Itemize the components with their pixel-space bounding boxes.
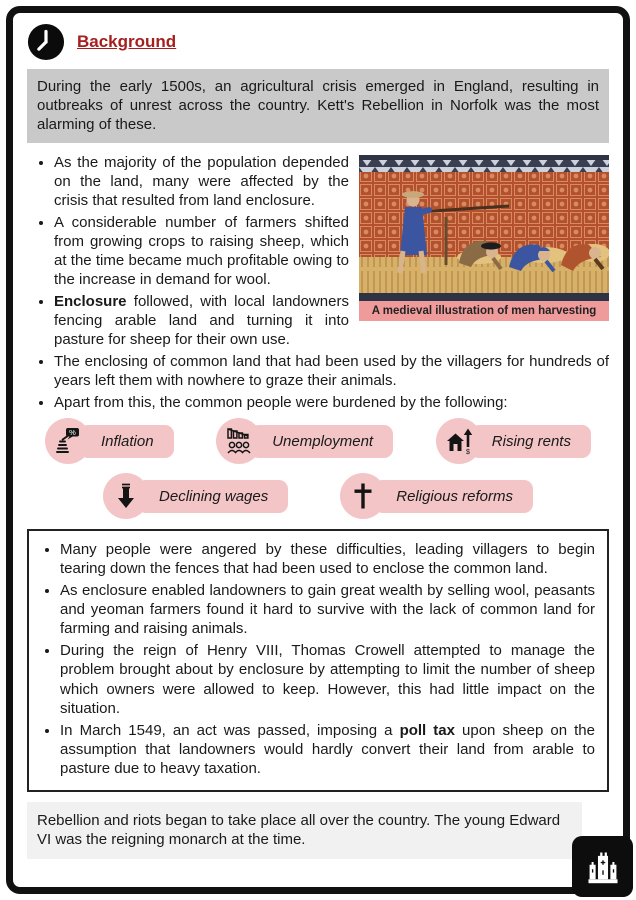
list-item: • The enclosing of common land that had been used by the villagers for hundreds of years left them with nowhere to graze their animals. — [54, 352, 609, 390]
worksheet-page — [6, 6, 630, 894]
burden-label: Religious reforms — [374, 480, 533, 513]
burden-label: Inflation — [79, 425, 174, 458]
castle-icon — [584, 848, 622, 886]
rising-rents-icon — [436, 418, 482, 464]
inflation-icon — [45, 418, 91, 464]
burdens-row-1 — [25, 418, 611, 464]
list-item: • As enclosure enabled landowners to gain great wealth by selling wool, peasants and yeoman farmers found it hard to survive with the lack of common land for farming and raising animals. — [60, 581, 595, 638]
declining-wages-icon — [103, 473, 149, 519]
list-item: • During the reign of Henry VIII, Thomas Crowell attempted to manage the problem brought about by enclosure by attempting to limit the number of sheep which owners were allowed to keep. However, this had little impact on the situation. — [60, 641, 595, 717]
detail-bullet-list — [33, 540, 595, 778]
burdens-row-2 — [25, 473, 611, 519]
header — [27, 23, 611, 61]
burden-religious-reforms — [340, 473, 533, 519]
list-item: • As the majority of the population depended on the land, many were affected by the crisis that resulted from land enclosure. — [54, 153, 609, 210]
list-item: • Apart from this, the common people were burdened by the following: — [54, 393, 609, 412]
burden-inflation — [45, 418, 174, 464]
burden-declining-wages — [103, 473, 288, 519]
svg-text:$: $ — [465, 449, 470, 457]
svg-text:%: % — [69, 427, 76, 437]
page-title: Background — [77, 32, 177, 51]
detail-box — [27, 529, 609, 792]
burden-label: Declining wages — [137, 480, 288, 513]
burdens-section — [25, 418, 611, 519]
burden-label: Rising rents — [470, 425, 591, 458]
medieval-illustration-figure — [359, 155, 609, 321]
medieval-illustration — [359, 155, 609, 301]
top-section — [27, 153, 609, 413]
intro-box: During the early 1500s, an agricultural crisis emerged in England, resulting in outbreaks of unrest across the country. Kett's Rebellion in Norfolk was the most alarming of these. — [27, 69, 609, 143]
clock-icon — [27, 23, 65, 61]
burden-unemployment — [216, 418, 393, 464]
footer-note: Rebellion and riots began to take place all over the country. The young Edward VI was the reigning monarch at the time. — [27, 802, 582, 859]
list-item: • In March 1549, an act was passed, imposing a poll tax upon sheep on the assumption that landowners would hardly convert their land from arable to pasture due to heavy taxation. — [60, 721, 595, 778]
list-item: • A considerable number of farmers shifted from growing crops to raising sheep, which at the time became much profitable owing to the increase in demand for wool. — [54, 213, 609, 289]
burden-rising-rents — [436, 418, 591, 464]
burden-label: Unemployment — [250, 425, 393, 458]
castle-badge — [572, 836, 633, 897]
illustration-caption: A medieval illustration of men harvesting — [359, 301, 609, 321]
list-item: • Enclosure followed, with local landowners fencing arable land and turning it into pasture for sheep for their own use. — [54, 292, 609, 349]
list-item: • Many people were angered by these difficulties, leading villagers to begin tearing down the fences that had been used to enclose the common land. — [60, 540, 595, 578]
